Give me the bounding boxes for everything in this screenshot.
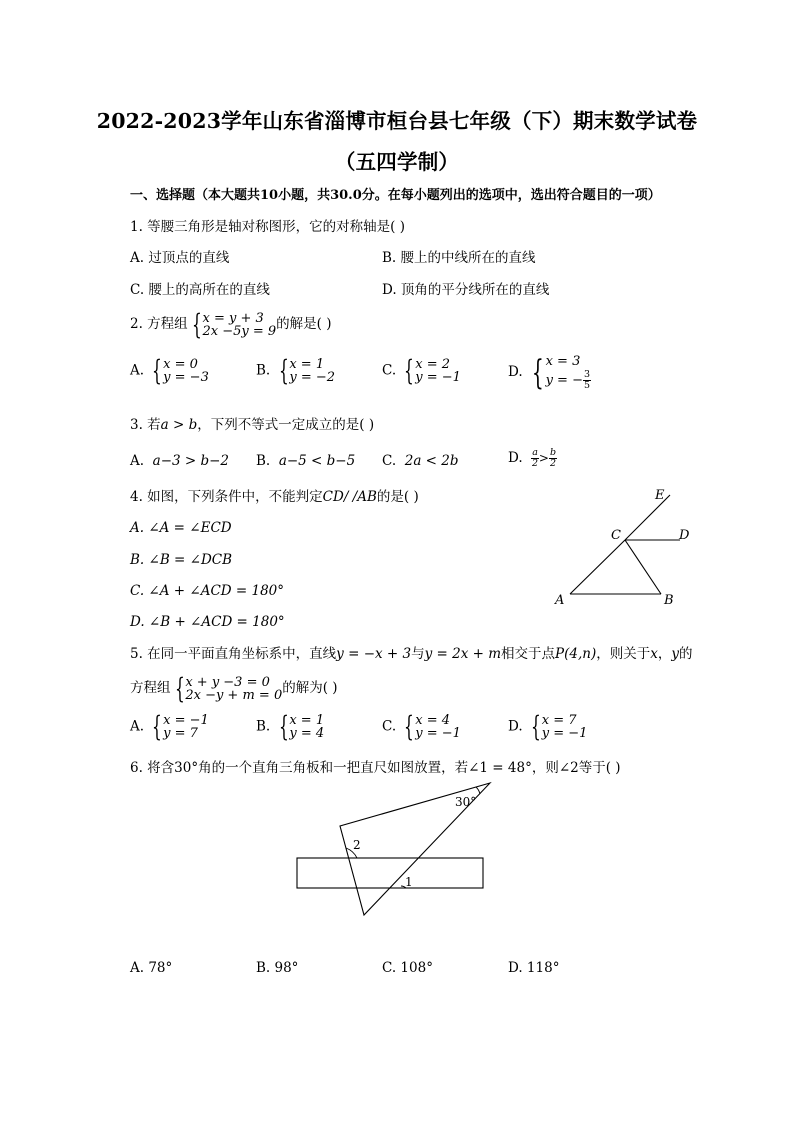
q6-option-c: C. 108°: [382, 960, 433, 976]
q2-eq-row1: x = y + 3: [202, 310, 264, 326]
q5-line2-eq: y = 2x + m: [424, 646, 502, 662]
q4-label-c: C: [611, 528, 621, 543]
q5-b-row2: y = 4: [289, 726, 325, 741]
q2-option-b: B. { x = 1 y = −2: [256, 354, 336, 387]
q4-geometry-figure: [545, 482, 705, 612]
q3-option-c: [382, 452, 459, 470]
q5-stem-pre: 5. 在同一平面直角坐标系中，直线: [130, 646, 337, 662]
q2-a-row1: x = 0: [163, 357, 198, 372]
q5-option-a: A. { x = −1 y = 7: [130, 710, 209, 743]
q2-b-row2: y = −2: [289, 370, 336, 385]
q5-end: 的: [679, 646, 693, 662]
q3-option-c-expr: 2a < 2b: [404, 453, 459, 469]
q5-option-d: D. { x = 7 y = −1: [508, 710, 588, 743]
q2-equation-system: { x = y + 3 2x −5y = 9: [191, 307, 277, 341]
q5-c-row1: x = 4: [415, 713, 451, 728]
q3-option-d-label: D.: [508, 450, 523, 466]
q1-option-b: B. 腰上的中线所在的直线: [382, 250, 536, 266]
q2-option-c: C. { x = 2 y = −1: [382, 354, 461, 387]
q5-mid3: ，则关于: [596, 646, 651, 662]
q5-stem-line2: [130, 672, 338, 704]
q4-option-d: D. ∠B + ∠ACD = 180°: [130, 614, 285, 630]
q5-a-row2: y = 7: [163, 726, 198, 741]
q4-option-b: B. ∠B = ∠DCB: [130, 552, 233, 568]
q2-option-a-label: A.: [130, 362, 145, 379]
q5-point: P(4,n): [555, 646, 597, 662]
q5-var-x: x: [650, 646, 658, 662]
q6-option-b: B. 98°: [256, 960, 299, 976]
q4-label-a: A: [555, 593, 565, 608]
q5-comma: ，: [657, 646, 672, 662]
q3-stem: [130, 416, 374, 434]
q2-b-row1: x = 1: [289, 357, 325, 372]
q4-label-e: E: [655, 488, 665, 503]
q4-stem: [130, 488, 419, 506]
q6-angle-30-arc: [476, 787, 480, 794]
exam-title-line2: （五四学制）: [334, 150, 460, 174]
q2-option-c-label: C.: [382, 362, 397, 379]
q4-option-c: C. ∠A + ∠ACD = 180°: [130, 583, 285, 599]
q3-stem-pre: 3. 若: [130, 417, 161, 433]
q3-option-d: [508, 448, 557, 469]
q5-option-d-label: D.: [508, 718, 523, 735]
q4-parallel-expr: CD/ /AB: [322, 489, 377, 505]
q6-ruler: [297, 858, 483, 888]
exam-title-line1: 2022-2023学年山东省淄博市桓台县七年级（下）期末数学试卷: [96, 109, 698, 133]
q2-stem-pre: 2. 方程组: [130, 316, 188, 332]
q3-d-num2: b: [549, 447, 557, 458]
q2-option-d: D. { x = 3 y = − $\frac{3}{5}$: [508, 352, 591, 393]
q5-mid1: 与: [411, 646, 425, 662]
q2-d-frac-num: 3: [583, 369, 591, 380]
q2-d-frac-den: 5: [583, 380, 591, 391]
q5-option-c-label: C.: [382, 718, 397, 735]
q5-c-row2: y = −1: [415, 726, 461, 741]
q6-option-a: A. 78°: [130, 960, 173, 976]
q5-eq-row2: 2x −y + m = 0: [185, 687, 283, 703]
q4-label-d: D: [679, 528, 690, 543]
q3-stem-post: ，下列不等式一定成立的是( ): [197, 417, 375, 433]
q3-option-c-label: C.: [382, 453, 397, 469]
q3-condition: a > b: [160, 417, 198, 433]
q5-stem-line1: [130, 645, 693, 663]
q4-line-ca: [570, 540, 625, 594]
q3-d-den1: 2: [532, 458, 539, 469]
q5-line1-eq: y = −x + 3: [336, 646, 412, 662]
q5-mid2: 相交于点: [501, 646, 556, 662]
q3-d-operator: >: [538, 451, 549, 465]
q3-d-den2: 2: [549, 458, 557, 469]
q5-line2-pre: 方程组: [130, 680, 171, 696]
q4-label-b: B: [664, 593, 674, 608]
q5-equation-system: { x + y −3 = 0 2x −y + m = 0: [174, 671, 283, 705]
q5-option-c: C. { x = 4 y = −1: [382, 710, 461, 743]
q2-c-row1: x = 2: [415, 357, 451, 372]
q5-option-b: B. { x = 1 y = 4: [256, 710, 325, 743]
q3-option-a: [130, 452, 229, 470]
q6-stem: 6. 将含30°角的一个直角三角板和一把直尺如图放置，若∠1 = 48°，则∠2等于( ): [130, 760, 621, 776]
q6-option-d: D. 118°: [508, 960, 560, 976]
q2-eq-row2: 2x −5y = 9: [202, 323, 277, 339]
q5-var-y: y: [671, 646, 679, 662]
q2-d-row1: x = 3: [545, 354, 581, 369]
q6-geometry-figure: [290, 778, 500, 923]
q2-option-b-label: B.: [256, 362, 271, 379]
q3-option-b: [256, 452, 355, 470]
q3-option-a-label: A.: [130, 453, 145, 469]
q5-a-row1: x = −1: [163, 713, 209, 728]
q2-c-row2: y = −1: [415, 370, 461, 385]
section-heading: 一、选择题（本大题共10小题，共30.0分。在每小题列出的选项中，选出符合题目的一项）: [130, 188, 661, 203]
q1-stem: 1. 等腰三角形是轴对称图形，它的对称轴是( ): [130, 219, 405, 235]
q5-option-b-label: B.: [256, 718, 271, 735]
q4-line-cb: [625, 540, 661, 594]
q5-line2-post: 的解为( ): [282, 680, 338, 696]
q4-stem-pre: 4. 如图，下列条件中，不能判定: [130, 489, 323, 505]
q2-option-d-label: D.: [508, 364, 523, 380]
q5-eq-row1: x + y −3 = 0: [185, 674, 270, 690]
q5-d-row1: x = 7: [541, 713, 577, 728]
q6-label-30: 30°: [455, 795, 477, 809]
q2-stem: [130, 308, 332, 340]
q2-a-row2: y = −3: [163, 370, 209, 385]
q5-b-row1: x = 1: [289, 713, 325, 728]
q5-d-row2: y = −1: [541, 726, 588, 741]
q1-option-a: A. 过顶点的直线: [130, 250, 230, 266]
q2-d-row2: y = −: [545, 373, 583, 388]
q4-option-a: A. ∠A = ∠ECD: [130, 520, 232, 536]
q1-option-d: D. 顶角的平分线所在的直线: [382, 282, 550, 298]
q2-stem-post: 的解是( ): [276, 316, 332, 332]
q2-option-a: A. { x = 0 y = −3: [130, 354, 209, 387]
q3-option-b-label: B.: [256, 453, 271, 469]
q1-option-c: C. 腰上的高所在的直线: [130, 282, 270, 298]
q3-option-a-expr: a−3 > b−2: [152, 453, 230, 469]
q3-option-b-expr: a−5 < b−5: [278, 453, 356, 469]
q5-option-a-label: A.: [130, 718, 145, 735]
q4-stem-post: 的是( ): [376, 489, 419, 505]
q3-d-num1: a: [532, 447, 538, 458]
q6-label-2: 2: [353, 838, 361, 852]
q6-label-1: 1: [405, 875, 413, 889]
